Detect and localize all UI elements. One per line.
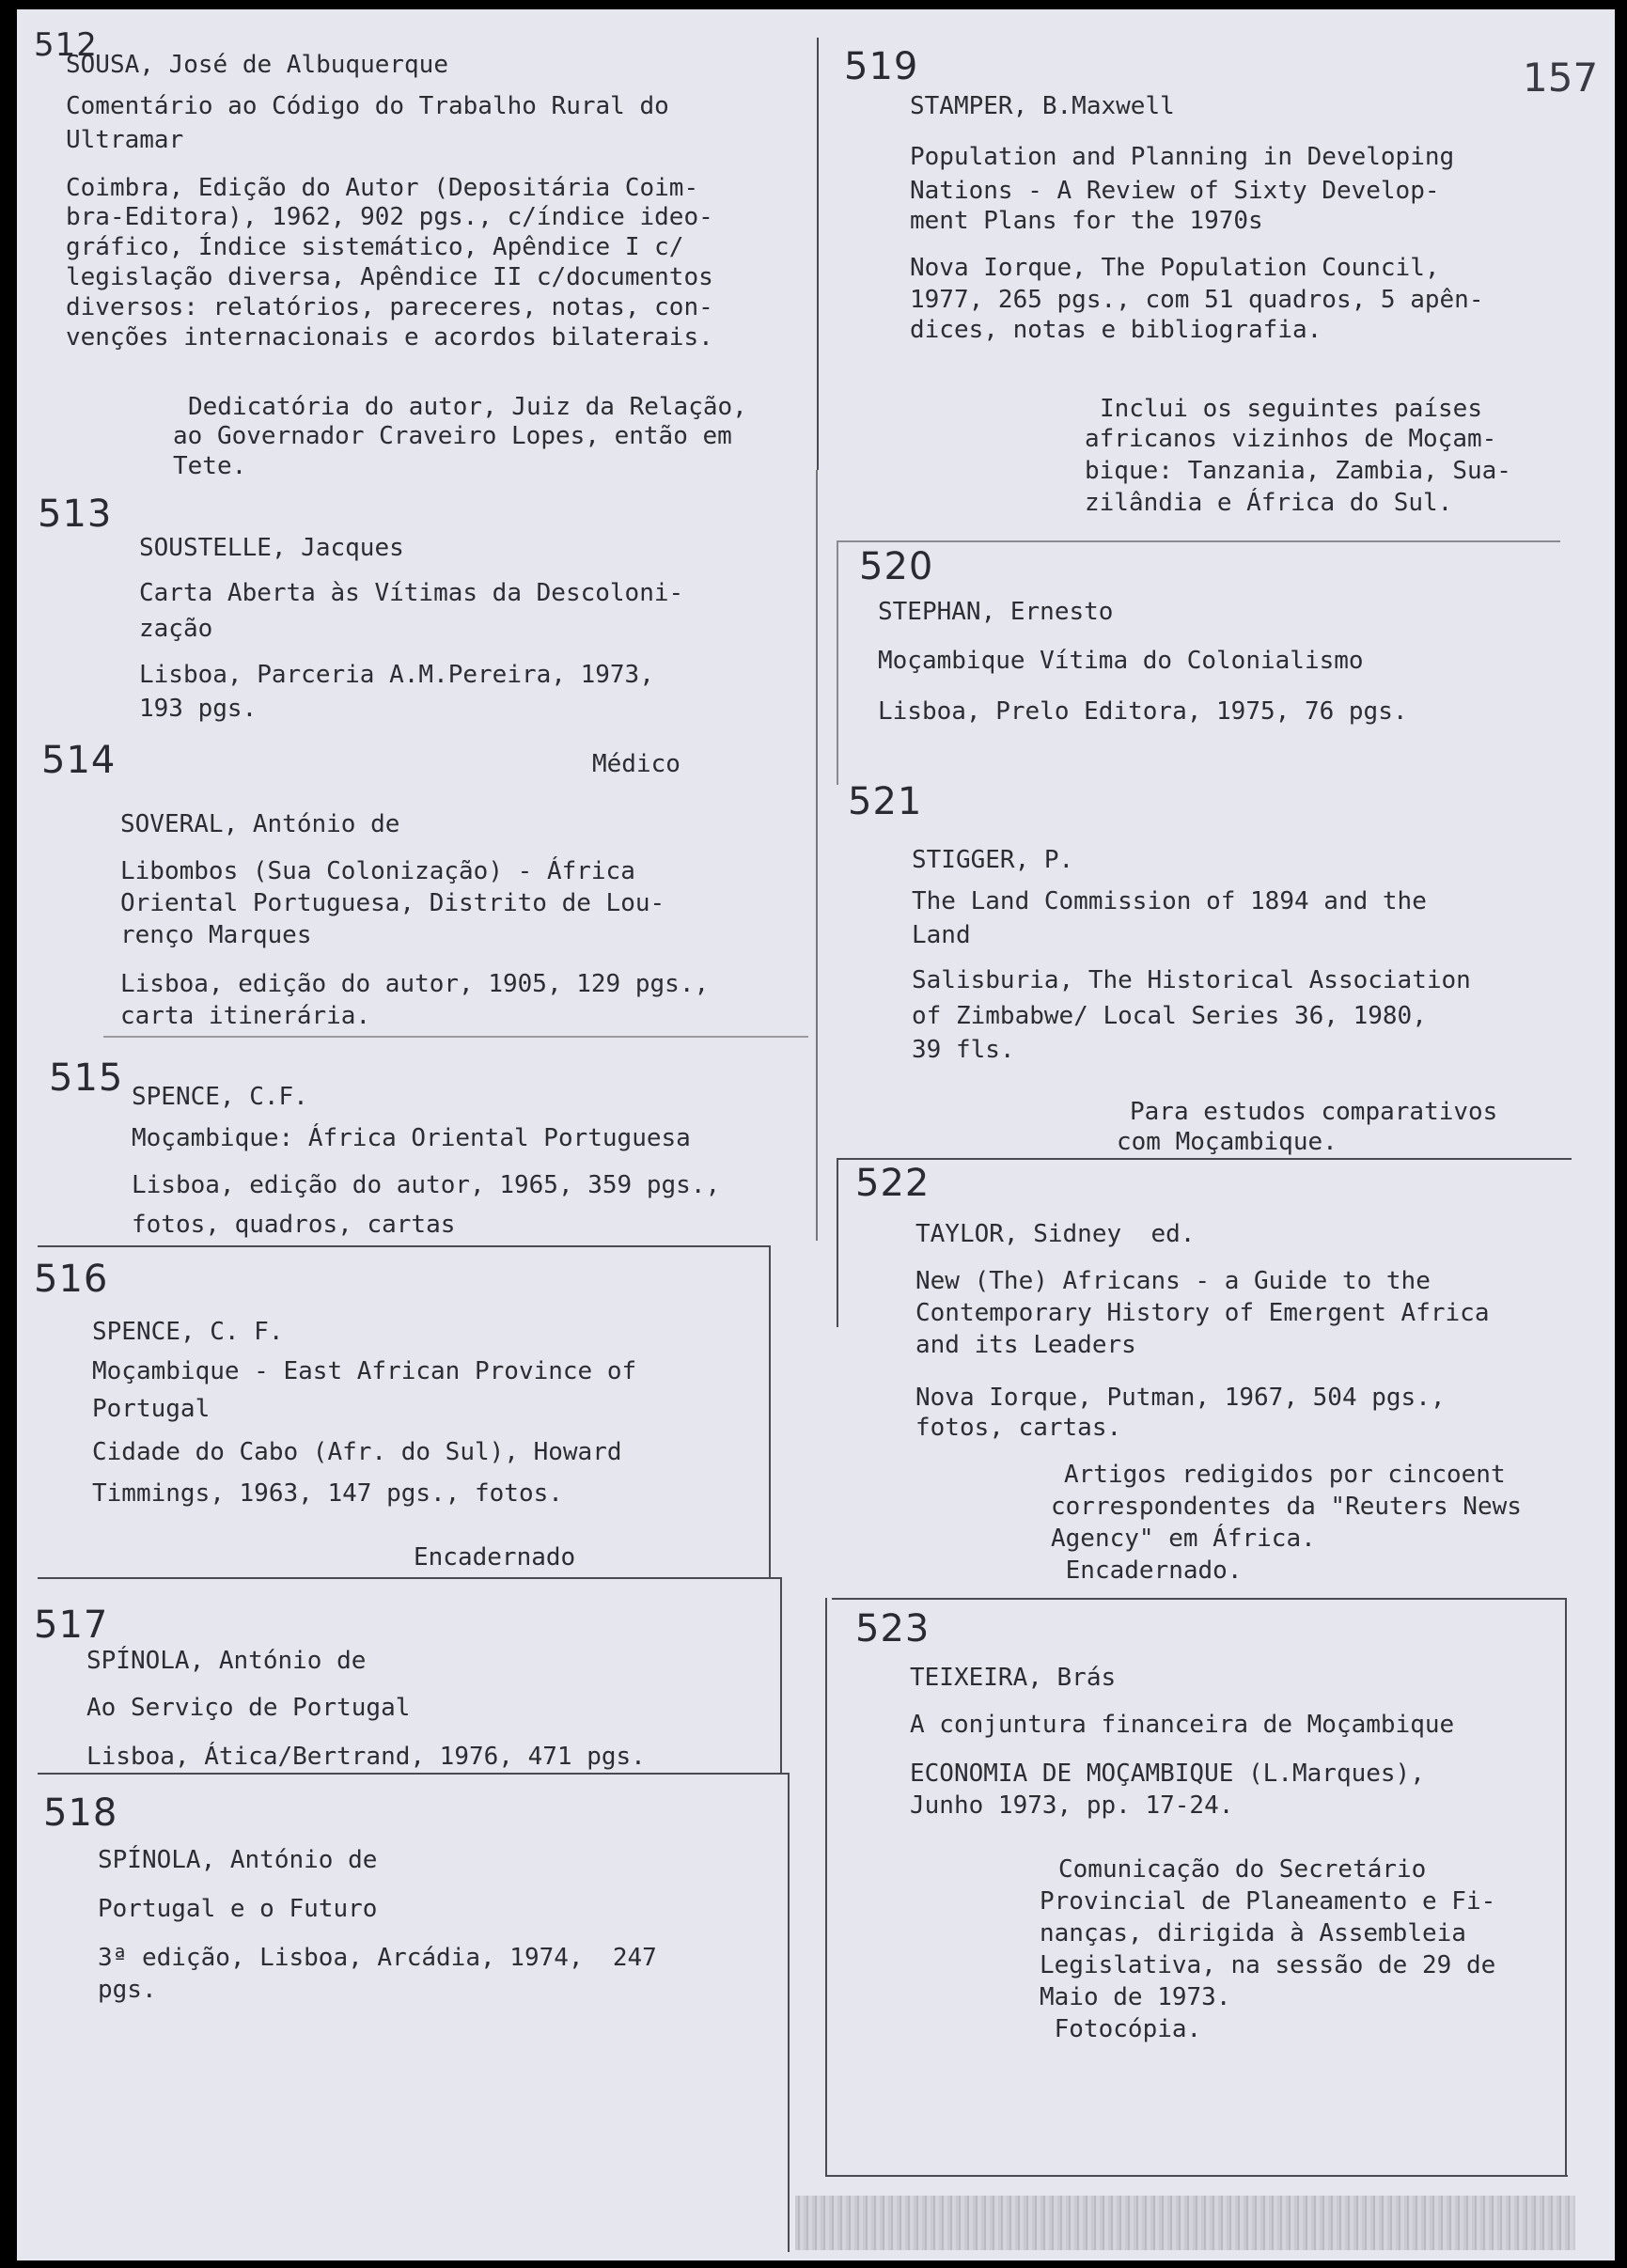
entry-title-line: Comentário ao Código do Trabalho Rural do (66, 92, 669, 120)
entry-title-line: zação (139, 615, 213, 643)
entry-title-line: ment Plans for the 1970s (910, 207, 1263, 235)
entry-title-line: and its Leaders (915, 1331, 1136, 1359)
entry-imprint-line: of Zimbabwe/ Local Series 36, 1980, (912, 1002, 1427, 1030)
entry-imprint-line: Nova Iorque, Putman, 1967, 504 pgs., (915, 1384, 1446, 1412)
entry-imprint-line: Coimbra, Edição do Autor (Depositária Coim- (66, 174, 699, 202)
entry-note-line: bique: Tanzania, Zambia, Sua- (1085, 457, 1511, 485)
entry-imprint-line: Salisburia, The Historical Association (912, 966, 1471, 994)
entry-number: 522 (855, 1162, 931, 1205)
entry-note-line: africanos vizinhos de Moçam- (1085, 425, 1497, 453)
card-border-516-top (38, 1245, 771, 1247)
entry-title-line: Contemporary History of Emergent Africa (915, 1299, 1490, 1327)
entry-title-line: The Land Commission of 1894 and the (912, 887, 1427, 915)
entry-title-line: Ultramar (66, 126, 184, 154)
entry-note-line: com Moçambique. (1117, 1128, 1338, 1156)
entry-note-line: zilândia e África do Sul. (1085, 489, 1453, 517)
entry-author: SPÍNOLA, António de (86, 1647, 367, 1675)
entry-number: 516 (34, 1258, 109, 1301)
scan-edge-strip (795, 2196, 1575, 2250)
card-border-522-left (837, 1158, 838, 1327)
card-border-514-bottom (103, 1036, 808, 1038)
card-border-523-bottom (825, 2175, 1568, 2177)
entry-title-line: Carta Aberta às Vítimas da Descoloni- (139, 579, 684, 607)
entry-imprint-line: fotos, cartas. (915, 1414, 1122, 1442)
entry-author: SPENCE, C. F. (92, 1318, 284, 1346)
entry-imprint-line: Lisboa, Ática/Bertrand, 1976, 471 pgs. (86, 1743, 646, 1771)
entry-title-line: Nations - A Review of Sixty Develop- (910, 177, 1440, 205)
entry-title-line: Moçambique: África Oriental Portuguesa (132, 1124, 691, 1152)
card-border-517-top (38, 1577, 780, 1579)
entry-author: STAMPER, B.Maxwell (910, 92, 1175, 120)
entry-note-line: Inclui os seguintes países (1100, 395, 1482, 423)
entry-note-line: Maio de 1973. (1040, 1983, 1231, 2011)
entry-note-line: ao Governador Craveiro Lopes, então em (173, 422, 732, 450)
entry-number: 523 (855, 1607, 931, 1650)
entry-imprint-line: bra-Editora), 1962, 902 pgs., c/índice ideo- (66, 203, 713, 231)
card-border-523-top (832, 1598, 1565, 1600)
entry-title-line: renço Marques (120, 921, 312, 949)
entry-note-line: correspondentes da "Reuters News (1051, 1493, 1522, 1521)
entry-imprint-line: Timmings, 1963, 147 pgs., fotos. (92, 1479, 563, 1508)
entry-imprint-line: 3ª edição, Lisboa, Arcádia, 1974, 247 (98, 1944, 657, 1972)
entry-note-line: Tete. (173, 452, 247, 480)
card-border-517-right (780, 1577, 782, 1775)
entry-number: 512 (34, 26, 98, 64)
entry-imprint-line: Lisboa, Parceria A.M.Pereira, 1973, (139, 661, 654, 689)
entry-note-line: Artigos redigidos por cincoent (1064, 1461, 1506, 1489)
entry-title-line: Portugal (92, 1395, 211, 1423)
card-border-518-top (38, 1773, 790, 1775)
entry-title-line: Population and Planning in Developing (910, 143, 1455, 171)
entry-note-line: Encadernado (414, 1543, 576, 1572)
page-number: 157 (1523, 55, 1599, 101)
entry-imprint-line: Lisboa, Prelo Editora, 1975, 76 pgs. (878, 697, 1408, 726)
entry-number: 518 (43, 1791, 118, 1835)
entry-title-line: New (The) Africans - a Guide to the (915, 1267, 1431, 1295)
entry-note-line: Agency" em África. (1051, 1525, 1316, 1553)
entry-number: 519 (844, 45, 919, 88)
entry-note-line: Para estudos comparativos (1130, 1098, 1498, 1126)
entry-imprint-line: Lisboa, edição do autor, 1905, 129 pgs., (120, 970, 710, 998)
entry-number: 514 (41, 739, 117, 782)
entry-number: 515 (49, 1056, 124, 1100)
entry-number: 520 (859, 545, 934, 588)
entry-note-line: Dedicatória do autor, Juiz da Relação, (188, 393, 747, 421)
entry-note-line: Médico (592, 750, 681, 778)
entry-note-line: nanças, dirigida à Assembleia (1040, 1919, 1466, 1947)
entry-imprint-line: diversos: relatórios, pareceres, notas, con- (66, 293, 713, 321)
entry-imprint-line: 193 pgs. (139, 695, 258, 723)
card-border-520-top (837, 540, 1560, 542)
entry-title-line: A conjuntura financeira de Moçambique (910, 1711, 1455, 1739)
entry-number: 521 (848, 780, 923, 823)
entry-author: SPÍNOLA, António de (98, 1846, 378, 1874)
entry-number: 517 (34, 1603, 109, 1647)
entry-imprint-line: pgs. (98, 1976, 157, 2004)
entry-title-line: Libombos (Sua Colonização) - África (120, 857, 635, 885)
entry-imprint-line: legislação diversa, Apêndice II c/documentos (66, 263, 713, 291)
entry-title-line: Portugal e o Futuro (98, 1895, 378, 1923)
entry-note-line: Encadernado. (1051, 1556, 1243, 1585)
entry-imprint-line: Nova Iorque, The Population Council, (910, 254, 1440, 282)
entry-author: STEPHAN, Ernesto (878, 598, 1114, 626)
card-border-523-left (825, 1598, 827, 2176)
entry-author: SOVERAL, António de (120, 810, 400, 838)
entry-imprint-line: fotos, quadros, cartas (132, 1211, 456, 1239)
entry-imprint-line: 39 fls. (912, 1036, 1015, 1064)
entry-title-line: Moçambique - East African Province of (92, 1357, 637, 1385)
entry-imprint-line: carta itinerária. (120, 1002, 371, 1030)
entry-note-line: Fotocópia. (1040, 2015, 1202, 2043)
entry-title-line: Ao Serviço de Portugal (86, 1694, 411, 1722)
entry-imprint-line: gráfico, Índice sistemático, Apêndice I c/ (66, 233, 684, 261)
entry-imprint-line: dices, notas e bibliografia. (910, 316, 1322, 344)
entry-author: TEIXEIRA, Brás (910, 1664, 1117, 1692)
entry-title-line: Land (912, 921, 971, 949)
card-border-516-right (769, 1245, 771, 1579)
card-border-522-top (838, 1158, 1572, 1160)
entry-author: SOUSA, José de Albuquerque (66, 51, 448, 79)
entry-author: SPENCE, C.F. (132, 1083, 308, 1111)
entry-title-line: Moçambique Vítima do Colonialismo (878, 647, 1364, 675)
entry-imprint-line: 1977, 265 pgs., com 51 quadros, 5 apên- (910, 286, 1484, 314)
divider-vertical-center-2 (816, 470, 818, 1241)
card-border-523-right (1565, 1598, 1567, 2176)
entry-imprint-line: ECONOMIA DE MOÇAMBIQUE (L.Marques), (910, 1760, 1425, 1788)
entry-note-line: Legislativa, na sessão de 29 de (1040, 1951, 1496, 1979)
entry-imprint-line: Cidade do Cabo (Afr. do Sul), Howard (92, 1438, 622, 1466)
entry-author: STIGGER, P. (912, 846, 1074, 874)
entry-author: TAYLOR, Sidney ed. (915, 1220, 1196, 1248)
entry-author: SOUSTELLE, Jacques (139, 534, 404, 562)
entry-number: 513 (38, 493, 113, 536)
card-border-520-left (837, 540, 838, 785)
entry-note-line: Comunicação do Secretário (1058, 1855, 1427, 1884)
entry-title-line: Oriental Portuguesa, Distrito de Lou- (120, 889, 665, 917)
entry-imprint-line: venções internacionais e acordos bilaterais. (66, 323, 713, 352)
entry-imprint-line: Junho 1973, pp. 17-24. (910, 1791, 1234, 1820)
entry-imprint-line: Lisboa, edição do autor, 1965, 359 pgs., (132, 1171, 721, 1199)
divider-vertical-center (817, 38, 819, 470)
entry-note-line: Provincial de Planeamento e Fi- (1040, 1887, 1496, 1916)
card-border-518-right (788, 1773, 790, 2252)
